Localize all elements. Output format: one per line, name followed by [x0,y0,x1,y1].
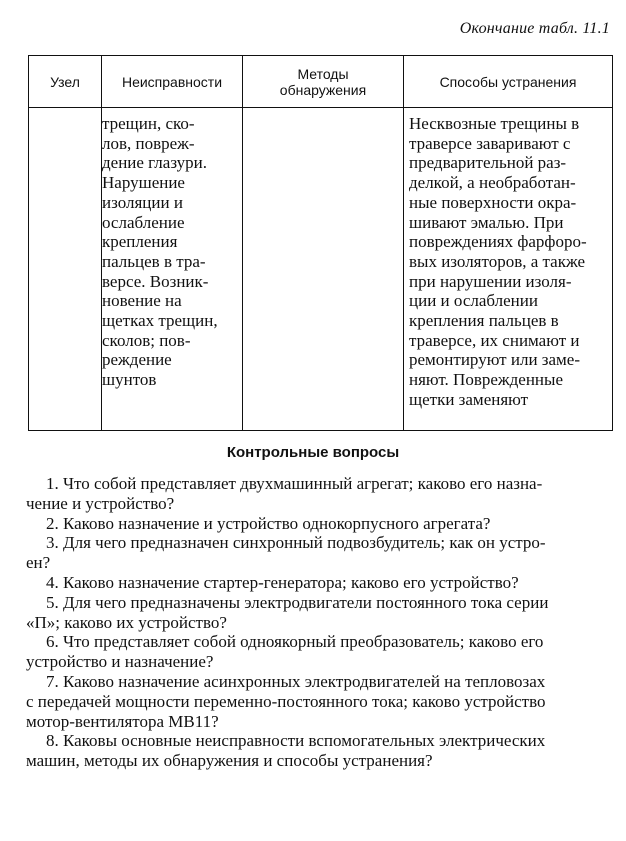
fault-text-line: Нарушение [102,173,185,193]
faults-cell [102,114,238,390]
question-line: чение и устройство? [26,493,175,513]
question-item [26,474,616,514]
remedy-text-line: Несквозные трещины в [409,114,580,133]
question-item [26,514,616,534]
remedy-text-line: ремонтируют или заме- [409,350,581,370]
header-remedies: Способы устранения [439,73,577,90]
header-divider [29,107,612,108]
fault-text-line: крепления [102,232,178,252]
question-line: мотор-вентилятора МВ11? [26,711,219,731]
question-line: с передачей мощности переменно-постоянного тока; каково устройство [26,691,546,711]
question-line: 4. Каково назначение стартер-генератора; каково его устройство? [46,572,519,592]
question-item [26,593,616,633]
remedies-cell [409,114,609,410]
questions-list [26,474,616,771]
fault-text-line: реждение [102,350,172,370]
column-divider [242,56,243,430]
remedy-text-line: шивают эмалью. При [409,212,564,232]
remedy-text-line: предварительной раз- [409,153,567,173]
fault-text-line: щетках трещин, [102,311,218,331]
header-detection-methods: Методы обнаружения [279,65,367,98]
fault-text-line: лов, повреж- [102,133,195,153]
question-item [26,533,616,573]
question-line: 1. Что собой представляет двухмашинный агрегат; каково его назна- [46,474,543,493]
question-line: 7. Каково назначение асинхронных электродвигателей на тепловозах [46,671,546,691]
faults-table [28,55,613,431]
question-line: «П»; каково их устройство? [26,612,227,632]
question-line: 5. Для чего предназначены электродвигатели постоянного тока серии [46,592,549,612]
header-node: Узел [50,73,80,90]
remedy-text-line: при нарушении изоля- [409,271,572,291]
remedy-text-line: щетки заменяют [409,389,529,409]
fault-text-line: ослабление [102,212,185,232]
question-line: 8. Каковы основные неисправности вспомогательных электрических [46,731,546,751]
question-line: 2. Каково назначение и устройство однокорпусного агрегата? [46,513,491,533]
fault-text-line: новение на [102,291,182,311]
remedy-text-line: вых изоляторов, а также [409,251,586,271]
table-caption: Окончание табл. 11.1 [459,20,610,37]
question-line: ен? [26,553,51,573]
question-line: устройство и назначение? [26,652,214,672]
question-item [26,573,616,593]
question-line: машин, методы их обнаружения и способы устранения? [26,751,433,771]
question-item [26,672,616,731]
fault-text-line: версе. Возник- [102,271,209,291]
fault-text-line: изоляции и [102,192,183,212]
remedy-text-line: ции и ослаблении [409,291,538,311]
column-divider [403,56,404,430]
remedy-text-line: ные поверхности окра- [409,192,577,212]
header-faults: Неисправности [121,73,223,90]
question-item [26,632,616,672]
fault-text-line: шунтов [102,370,157,390]
fault-text-line: пальцев в тра- [102,251,206,271]
remedy-text-line: няют. Поврежденные [409,370,563,390]
remedy-text-line: делкой, а необработан- [409,173,576,193]
fault-text-line: трещин, ско- [102,114,195,133]
remedy-text-line: крепления пальцев в [409,311,559,331]
question-item [26,731,616,771]
fault-text-line: сколов; пов- [102,330,191,350]
question-line: 3. Для чего предназначен синхронный подвозбудитель; как он устро- [46,533,546,553]
remedy-text-line: траверсе, их снимают и [409,330,580,350]
remedy-text-line: траверсе заваривают с [409,133,571,153]
section-title: Контрольные вопросы [226,444,400,461]
question-line: 6. Что представляет собой одноякорный преобразователь; каково его [46,632,544,652]
fault-text-line: дение глазури. [102,153,208,173]
remedy-text-line: повреждениях фарфоро- [409,232,587,252]
